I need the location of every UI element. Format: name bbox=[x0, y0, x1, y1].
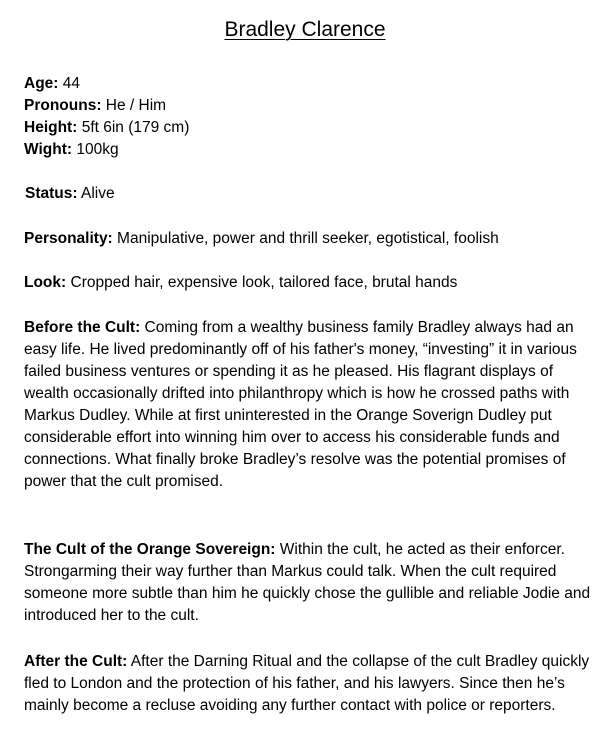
look-value: Cropped hair, expensive look, tailored face, brutal hands bbox=[66, 274, 458, 291]
cult-text: Within the cult, he acted as their enforcer. Strongarming their way further than Markus could talk. When the cult required someone more subtle than him he quickly chose the gullible and reliable Jodie and introduced her to the cult. bbox=[24, 541, 591, 624]
personality-value: Manipulative, power and thrill seeker, egotistical, foolish bbox=[112, 230, 499, 247]
personality-section bbox=[24, 228, 592, 250]
pronouns-label: Pronouns: bbox=[24, 97, 102, 114]
pronouns-value: He / Him bbox=[101, 97, 167, 114]
before-cult-text: Coming from a wealthy business family Bradley always had an easy life. He lived predominantly off of his father's money, “investing” it in various failed business ventures or spending it as he pleased. His flagrant displays of wealth occasionally drifted into philanthropy which is how he crossed paths with Markus Dudley. While at first uninterested in the Orange Soverign Dudley put considerable effort into winning him over to access his considerable funds and connections. What finally broke Bradley’s resolve was the potential promises of power that the cult promised. bbox=[24, 319, 577, 490]
before-cult-label: Before the Cult: bbox=[24, 319, 141, 336]
pronouns-line bbox=[24, 95, 592, 117]
basic-info-section bbox=[24, 73, 592, 161]
status-label: Status: bbox=[25, 185, 78, 202]
weight-line bbox=[24, 139, 592, 161]
weight-value: 100kg bbox=[72, 141, 119, 158]
status-value: Alive bbox=[77, 185, 115, 202]
cult-label: The Cult of the Orange Sovereign: bbox=[24, 541, 276, 558]
after-cult-text: After the Darning Ritual and the collapse of the cult Bradley quickly fled to London and the protection of his father, and his lawyers. Since then he’s mainly become a recluse avoiding any further contact with police or reporters. bbox=[24, 653, 590, 714]
age-label: Age: bbox=[24, 75, 59, 92]
age-line bbox=[24, 73, 592, 95]
after-cult-section bbox=[24, 651, 592, 717]
personality-label: Personality: bbox=[24, 230, 113, 247]
before-cult-section bbox=[24, 317, 592, 493]
status-section bbox=[25, 183, 593, 205]
look-label: Look: bbox=[24, 274, 67, 291]
page-title: Bradley Clarence bbox=[224, 18, 386, 41]
height-line bbox=[24, 117, 592, 139]
cult-section bbox=[24, 539, 592, 627]
after-cult-label: After the Cult: bbox=[24, 653, 128, 670]
height-label: Height: bbox=[24, 119, 78, 136]
height-value: 5ft 6in (179 cm) bbox=[77, 119, 190, 136]
look-section bbox=[24, 272, 592, 294]
weight-label: Wight: bbox=[24, 141, 73, 158]
age-value: 44 bbox=[58, 75, 81, 92]
